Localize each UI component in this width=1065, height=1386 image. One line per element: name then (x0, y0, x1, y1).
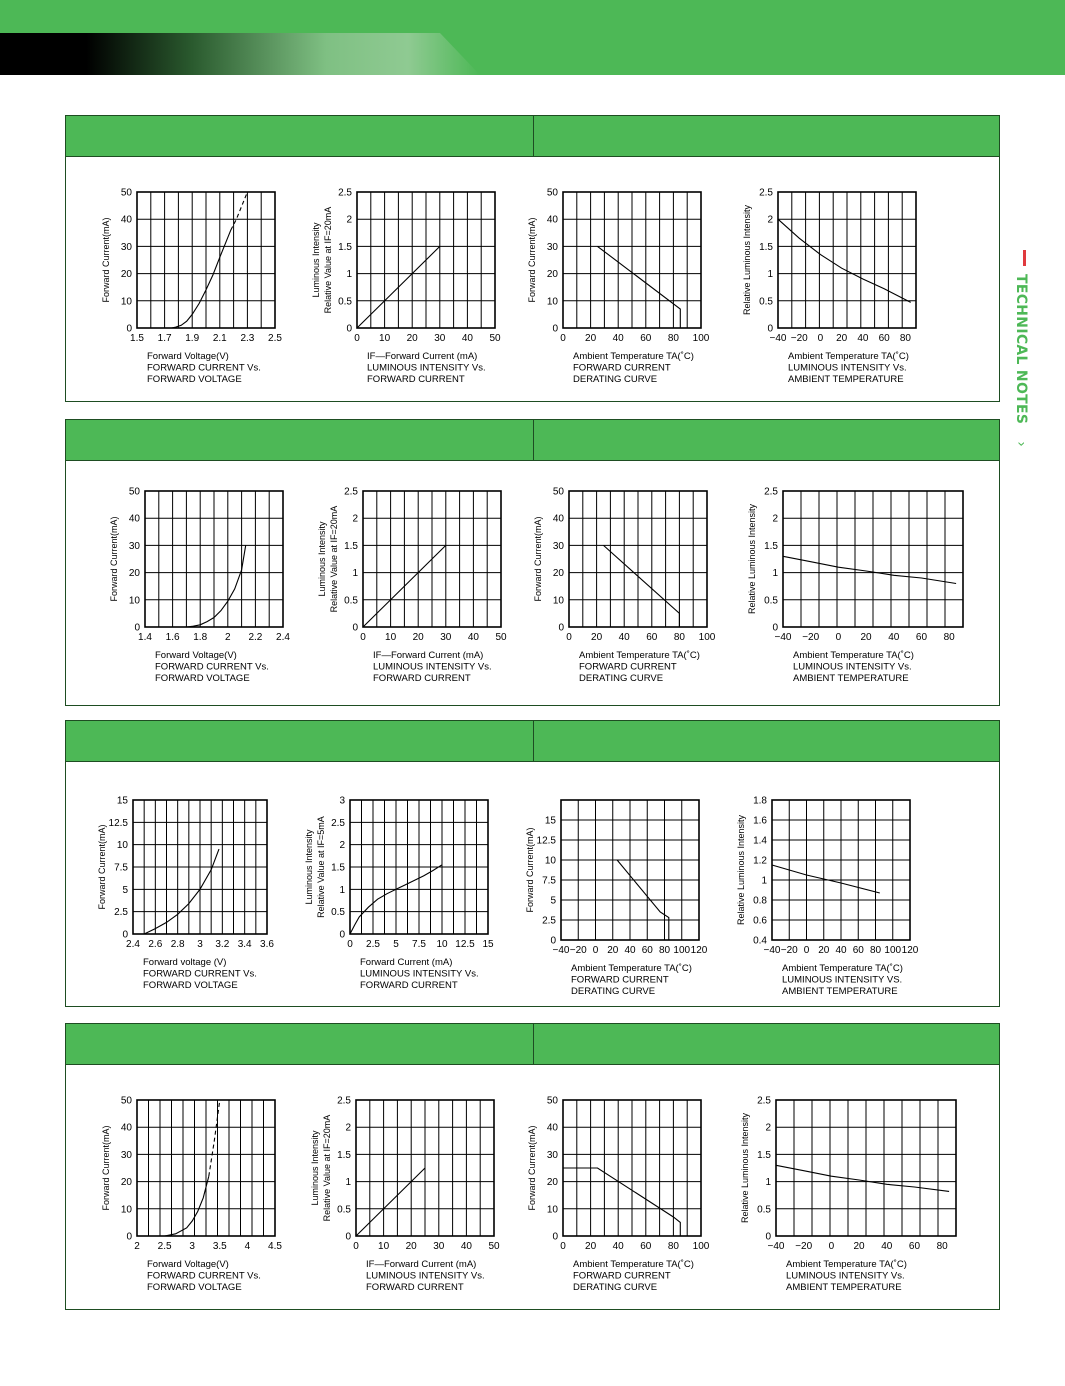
x-tick-label: 3.2 (215, 939, 230, 950)
y-tick-label: 20 (546, 1177, 558, 1189)
y-tick-label: 1 (339, 884, 345, 896)
y-tick-label: 10 (120, 1204, 132, 1216)
x-tick-label: 100 (698, 632, 716, 643)
x-tick-label: 50 (489, 333, 501, 344)
y-tick-label: 1.2 (753, 855, 767, 867)
x-tick-label: 2.8 (170, 939, 185, 950)
y-tick-label: 0.4 (753, 935, 767, 947)
x-tick-label: 3.6 (260, 939, 274, 950)
x-tick-label: 2.4 (276, 632, 290, 643)
chart-caption: AMBIENT TEMPERATURE (786, 1282, 902, 1293)
x-tick-label: 2.4 (126, 939, 140, 950)
chart-caption: FORWARD CURRENT (367, 374, 465, 385)
chart-caption: Ambient Temperature TA(˚C) (579, 650, 700, 661)
chart-caption: DERATING CURVE (579, 673, 664, 684)
x-tick-label: 3 (189, 1241, 195, 1252)
x-tick-label: 2.5 (366, 939, 380, 950)
header-divider (533, 420, 534, 460)
y-tick-label: 30 (552, 540, 564, 552)
x-tick-label: 4 (244, 1241, 251, 1252)
y-tick-label: 2.5 (542, 915, 556, 927)
x-tick-label: 40 (612, 333, 624, 344)
x-tick-label: 80 (936, 1241, 948, 1252)
y-tick-label: 2 (339, 840, 345, 852)
y-axis-label: Luminous Intensity (317, 521, 327, 597)
x-tick-label: 0 (353, 1241, 359, 1252)
chart-caption: FORWARD VOLTAGE (143, 980, 238, 991)
x-tick-label: 2.5 (268, 333, 282, 344)
chart-caption: IF—Forward Current (mA) (367, 351, 478, 362)
y-tick-label: 0.6 (753, 915, 767, 927)
y-tick-label: 10 (546, 1204, 558, 1216)
y-tick-label: 0.5 (759, 296, 773, 308)
x-tick-label: 40 (624, 945, 636, 956)
chart-caption: Forward Voltage(V) (155, 650, 237, 661)
y-axis-label: Relative Value at IF=20mA (322, 1114, 332, 1222)
x-tick-label: 2.3 (240, 333, 255, 344)
chart-caption: DERATING CURVE (573, 1282, 658, 1293)
y-tick-label: 20 (120, 1177, 132, 1189)
y-tick-label: 0 (345, 1231, 351, 1243)
chart-caption: Forward Current (mA) (360, 957, 453, 968)
y-tick-label: 10 (120, 296, 132, 308)
chart-caption: FORWARD CURRENT Vs. (155, 661, 269, 673)
x-tick-label: 20 (591, 632, 603, 643)
x-tick-label: 0 (360, 632, 366, 643)
x-tick-label: −20 (802, 632, 820, 643)
y-tick-label: 1.5 (344, 540, 358, 552)
y-tick-label: 30 (546, 1149, 558, 1161)
chart-caption: Ambient Temperature TA(˚C) (782, 963, 903, 974)
x-tick-label: 0 (803, 945, 810, 956)
y-tick-label: 0 (765, 1231, 771, 1243)
y-tick-label: 1 (767, 269, 773, 281)
x-tick-label: 20 (412, 632, 424, 643)
x-tick-label: 3.4 (237, 939, 252, 950)
chart-caption: Forward Voltage(V) (147, 1259, 229, 1270)
x-tick-label: 40 (618, 632, 630, 643)
x-tick-label: 50 (495, 632, 507, 643)
y-tick-label: 0.5 (337, 1204, 351, 1216)
y-tick-label: 12.5 (108, 817, 128, 829)
y-axis-label: Forward Current(mA) (97, 824, 107, 910)
y-tick-label: 40 (546, 214, 558, 226)
y-tick-label: 0 (346, 323, 352, 335)
y-tick-label: 0.8 (753, 895, 767, 907)
x-tick-label: 0 (560, 333, 566, 344)
y-tick-label: 2.5 (331, 817, 345, 829)
y-tick-label: 0.5 (331, 907, 345, 919)
section-tab (1010, 250, 1050, 470)
chart-caption: AMBIENT TEMPERATURE (793, 673, 909, 684)
header-divider (533, 116, 534, 156)
x-tick-label: 3.5 (212, 1241, 227, 1252)
x-tick-label: 20 (405, 1241, 417, 1252)
chart-caption: LUMINOUS INTENSITY VS. (782, 974, 903, 986)
x-tick-label: −40 (552, 945, 570, 956)
y-tick-label: 50 (546, 187, 558, 199)
x-tick-label: 2.6 (148, 939, 163, 950)
y-tick-label: 0.5 (764, 595, 778, 607)
x-tick-label: 2 (225, 632, 231, 643)
x-tick-label: 40 (467, 632, 479, 643)
y-tick-label: 1 (352, 568, 358, 580)
y-tick-label: 2.5 (759, 187, 773, 199)
x-tick-label: −20 (795, 1241, 813, 1252)
y-tick-label: 0 (352, 622, 358, 634)
x-tick-label: 30 (440, 632, 452, 643)
x-tick-label: 2 (134, 1241, 140, 1252)
y-tick-label: 50 (120, 187, 132, 199)
y-tick-label: 2 (352, 513, 358, 525)
y-tick-label: 15 (544, 815, 556, 827)
x-tick-label: 60 (641, 945, 653, 956)
y-axis-label: Luminous Intensity (310, 1130, 320, 1206)
chart-caption: FORWARD CURRENT (366, 1282, 464, 1293)
panel-header (66, 116, 999, 157)
y-tick-label: 0 (339, 929, 345, 941)
y-axis-label: Forward Current(mA) (527, 217, 537, 303)
top-banner (0, 0, 1065, 75)
chart-caption: LUMINOUS INTENSITY Vs. (786, 1270, 905, 1282)
y-tick-label: 1.5 (331, 862, 345, 874)
y-tick-label: 1.8 (753, 795, 767, 807)
y-axis-label: Forward Current(mA) (109, 516, 119, 602)
x-tick-label: 15 (482, 939, 494, 950)
x-tick-label: 10 (436, 939, 448, 950)
chart-caption: FORWARD VOLTAGE (155, 673, 250, 684)
accent-bar (1023, 250, 1026, 266)
chart-caption: LUMINOUS INTENSITY Vs. (366, 1270, 485, 1282)
y-tick-label: 2.5 (114, 907, 128, 919)
chevron-right-icon: › (1014, 441, 1031, 447)
x-tick-label: 40 (460, 1241, 472, 1252)
x-tick-label: 50 (488, 1241, 500, 1252)
chart-caption: Forward voltage (V) (143, 957, 227, 968)
header-divider (533, 1024, 534, 1064)
y-axis-label: Luminous Intensity (311, 222, 321, 298)
chart-caption: FORWARD CURRENT (573, 362, 671, 374)
y-tick-label: 50 (128, 486, 140, 498)
y-tick-label: 1 (761, 875, 767, 887)
y-tick-label: 20 (128, 568, 140, 580)
y-tick-label: 40 (120, 214, 132, 226)
x-tick-label: 10 (385, 632, 397, 643)
y-tick-label: 20 (552, 568, 564, 580)
y-tick-label: 0 (772, 622, 778, 634)
y-tick-label: 2.5 (344, 486, 358, 498)
chart-caption: Ambient Temperature TA(˚C) (793, 650, 914, 661)
y-tick-label: 2.5 (337, 1095, 351, 1107)
chart-caption: FORWARD CURRENT (373, 673, 471, 684)
x-tick-label: 80 (667, 1241, 679, 1252)
x-tick-label: 20 (860, 632, 872, 643)
y-tick-label: 20 (546, 269, 558, 281)
x-tick-label: 20 (853, 1241, 865, 1252)
x-tick-label: 80 (658, 945, 671, 956)
x-tick-label: 60 (908, 1241, 921, 1252)
y-tick-label: 0 (122, 929, 128, 941)
x-tick-label: 3 (197, 939, 203, 950)
y-tick-label: 50 (546, 1095, 558, 1107)
header-divider (533, 721, 534, 761)
y-axis-label: Forward Current(mA) (527, 1125, 537, 1211)
x-tick-label: 0 (354, 333, 360, 344)
y-tick-label: 1 (346, 269, 352, 281)
x-tick-label: 2.2 (248, 632, 263, 643)
y-tick-label: 30 (120, 1149, 132, 1161)
y-axis-label: Forward Current(mA) (525, 827, 535, 913)
x-tick-label: 40 (888, 632, 900, 643)
chart-caption: LUMINOUS INTENSITY Vs. (788, 362, 907, 374)
x-tick-label: 40 (881, 1241, 893, 1252)
y-tick-label: 0 (552, 323, 558, 335)
y-tick-label: 50 (552, 486, 564, 498)
y-tick-label: 1.5 (337, 1149, 351, 1161)
y-tick-label: 10 (552, 595, 564, 607)
y-tick-label: 0.5 (757, 1204, 771, 1216)
x-tick-label: 1.9 (185, 333, 200, 344)
y-tick-label: 2 (767, 214, 773, 226)
x-tick-label: −20 (790, 333, 808, 344)
y-tick-label: 0 (126, 1231, 132, 1243)
y-tick-label: 1.5 (764, 540, 778, 552)
chart-caption: FORWARD CURRENT (571, 974, 669, 986)
y-tick-label: 2.5 (764, 486, 778, 498)
x-tick-label: 10 (379, 333, 391, 344)
y-tick-label: 0 (552, 1231, 558, 1243)
chart-caption: FORWARD CURRENT (360, 980, 458, 991)
chart-panel-2 (65, 419, 1000, 706)
y-tick-label: 7.5 (542, 875, 556, 887)
y-tick-label: 40 (546, 1122, 558, 1134)
banner-gradient (0, 33, 480, 75)
chart-caption: Ambient Temperature TA(˚C) (573, 351, 694, 362)
y-tick-label: 2 (765, 1122, 771, 1134)
y-tick-label: 50 (120, 1095, 132, 1107)
x-tick-label: 80 (673, 632, 685, 643)
chart-panel-4 (65, 1023, 1000, 1310)
y-tick-label: 1.5 (757, 1149, 771, 1161)
y-tick-label: 1.4 (753, 835, 767, 847)
y-tick-label: 12.5 (536, 835, 556, 847)
x-tick-label: 7.5 (412, 939, 426, 950)
x-tick-label: 1.8 (193, 632, 208, 643)
x-tick-label: 20 (818, 945, 830, 956)
x-tick-label: 80 (869, 945, 882, 956)
x-tick-label: −40 (767, 1241, 785, 1252)
y-axis-label: Relative Luminous Intensity (740, 1112, 750, 1224)
x-tick-label: 10 (378, 1241, 390, 1252)
x-tick-label: 40 (835, 945, 847, 956)
chart-caption: LUMINOUS INTENSITY Vs. (367, 362, 486, 374)
y-tick-label: 0 (550, 935, 556, 947)
y-tick-label: 40 (552, 513, 564, 525)
chart-caption: LUMINOUS INTENSITY Vs. (373, 661, 492, 673)
x-tick-label: 100 (673, 945, 691, 956)
x-tick-label: 1.4 (138, 632, 152, 643)
y-tick-label: 2 (772, 513, 778, 525)
y-tick-label: 1 (772, 568, 778, 580)
x-tick-label: 1.7 (157, 333, 172, 344)
x-tick-label: 20 (585, 333, 597, 344)
chart-caption: AMBIENT TEMPERATURE (788, 374, 904, 385)
x-tick-label: 0 (592, 945, 599, 956)
x-tick-label: 0 (560, 1241, 566, 1252)
chart-caption: LUMINOUS INTENSITY Vs. (793, 661, 912, 673)
panel-header (66, 1024, 999, 1065)
y-tick-label: 10 (128, 595, 140, 607)
x-tick-label: −40 (763, 945, 781, 956)
chart-caption: Forward Voltage(V) (147, 351, 229, 362)
y-tick-label: 30 (120, 241, 132, 253)
x-tick-label: 1.5 (130, 333, 144, 344)
y-tick-label: 2 (346, 214, 352, 226)
y-tick-label: 10 (116, 840, 128, 852)
x-tick-label: 60 (640, 1241, 652, 1252)
y-tick-label: 15 (116, 795, 128, 807)
y-tick-label: 0 (767, 323, 773, 335)
chart-caption: FORWARD CURRENT Vs. (143, 968, 257, 980)
y-axis-label: Relative Value at IF=20mA (323, 206, 333, 314)
x-tick-label: 2.1 (212, 333, 227, 344)
x-tick-label: 40 (857, 333, 869, 344)
y-axis-label: Relative Value at IF=20mA (329, 505, 339, 613)
x-tick-label: 80 (899, 333, 911, 344)
chart-panel-1 (65, 115, 1000, 402)
y-axis-label: Forward Current(mA) (101, 217, 111, 303)
x-tick-label: 20 (607, 945, 619, 956)
section-tab-label: TECHNICAL NOTES (1013, 274, 1029, 425)
x-tick-label: 120 (690, 945, 708, 956)
x-tick-label: 0 (347, 939, 353, 950)
x-tick-label: 40 (612, 1241, 624, 1252)
x-tick-label: 120 (901, 945, 919, 956)
y-axis-label: Relative Luminous Intensity (747, 503, 757, 615)
y-tick-label: 0 (134, 622, 140, 634)
y-tick-label: 0 (558, 622, 564, 634)
x-tick-label: 60 (915, 632, 928, 643)
x-tick-label: 40 (461, 333, 473, 344)
y-tick-label: 40 (120, 1122, 132, 1134)
chart-caption: FORWARD CURRENT Vs. (147, 362, 261, 374)
chart-caption: IF—Forward Current (mA) (366, 1259, 477, 1270)
chart-panel-3 (65, 720, 1000, 1007)
x-tick-label: 60 (640, 333, 652, 344)
y-tick-label: 2.5 (757, 1095, 771, 1107)
y-tick-label: 1 (345, 1177, 351, 1189)
chart-caption: Ambient Temperature TA(˚C) (573, 1259, 694, 1270)
y-tick-label: 0.5 (338, 296, 352, 308)
y-tick-label: 30 (546, 241, 558, 253)
y-tick-label: 40 (128, 513, 140, 525)
x-tick-label: 0 (817, 333, 824, 344)
x-tick-label: 30 (434, 333, 446, 344)
y-axis-label: Luminous Intensity (304, 829, 314, 905)
y-tick-label: 5 (550, 895, 556, 907)
x-tick-label: 20 (585, 1241, 597, 1252)
x-tick-label: 20 (406, 333, 418, 344)
x-tick-label: 0 (566, 632, 572, 643)
chart-caption: FORWARD CURRENT (579, 661, 677, 673)
y-axis-label: Relative Luminous Intensity (736, 814, 746, 926)
x-tick-label: 4.5 (268, 1241, 282, 1252)
x-tick-label: 100 (884, 945, 902, 956)
x-tick-label: 60 (852, 945, 864, 956)
chart-caption: DERATING CURVE (571, 986, 656, 997)
y-tick-label: 0 (126, 323, 132, 335)
y-tick-label: 10 (546, 296, 558, 308)
x-tick-label: 80 (667, 333, 679, 344)
x-tick-label: 60 (878, 333, 890, 344)
x-tick-label: 100 (692, 1241, 710, 1252)
x-tick-label: 2.5 (157, 1241, 172, 1252)
y-tick-label: 7.5 (114, 862, 128, 874)
panel-header (66, 420, 999, 461)
x-tick-label: 12.5 (455, 939, 475, 950)
chart-caption: LUMINOUS INTENSITY Vs. (360, 968, 479, 980)
x-tick-label: 30 (433, 1241, 445, 1252)
y-axis-label: Relative Value at IF=5mA (316, 816, 326, 918)
chart-caption: FORWARD VOLTAGE (147, 374, 242, 385)
y-axis-label: Forward Current(mA) (101, 1125, 111, 1211)
chart-caption: Ambient Temperature TA(˚C) (786, 1259, 907, 1270)
chart-caption: FORWARD CURRENT (573, 1270, 671, 1282)
x-tick-label: 1.6 (165, 632, 180, 643)
x-tick-label: 5 (393, 939, 399, 950)
y-tick-label: 30 (128, 540, 140, 552)
chart-caption: DERATING CURVE (573, 374, 658, 385)
y-tick-label: 10 (544, 855, 556, 867)
panel-header (66, 721, 999, 762)
y-axis-label: Forward Current(mA) (533, 516, 543, 602)
x-tick-label: −40 (769, 333, 787, 344)
chart-caption: AMBIENT TEMPERATURE (782, 986, 898, 997)
chart-caption: FORWARD VOLTAGE (147, 1282, 242, 1293)
y-tick-label: 2 (345, 1122, 351, 1134)
y-axis-label: Relative Luminous Intensity (742, 204, 752, 316)
x-tick-label: 0 (835, 632, 842, 643)
x-tick-label: 0 (828, 1241, 835, 1252)
chart-caption: Ambient Temperature TA(˚C) (788, 351, 909, 362)
chart-caption: IF—Forward Current (mA) (373, 650, 484, 661)
x-tick-label: −20 (569, 945, 587, 956)
y-tick-label: 5 (122, 884, 128, 896)
y-tick-label: 1 (765, 1177, 771, 1189)
x-tick-label: 20 (836, 333, 848, 344)
chart-caption: Ambient Temperature TA(˚C) (571, 963, 692, 974)
x-tick-label: 100 (692, 333, 710, 344)
x-tick-label: −40 (774, 632, 792, 643)
x-tick-label: 80 (943, 632, 955, 643)
y-tick-label: 0.5 (344, 595, 358, 607)
y-tick-label: 3 (339, 795, 345, 807)
y-tick-label: 1.5 (759, 241, 773, 253)
y-tick-label: 1.6 (753, 815, 767, 827)
chart-caption: FORWARD CURRENT Vs. (147, 1270, 261, 1282)
x-tick-label: 60 (646, 632, 658, 643)
y-tick-label: 20 (120, 269, 132, 281)
y-tick-label: 2.5 (338, 187, 352, 199)
y-tick-label: 1.5 (338, 241, 352, 253)
x-tick-label: −20 (780, 945, 798, 956)
